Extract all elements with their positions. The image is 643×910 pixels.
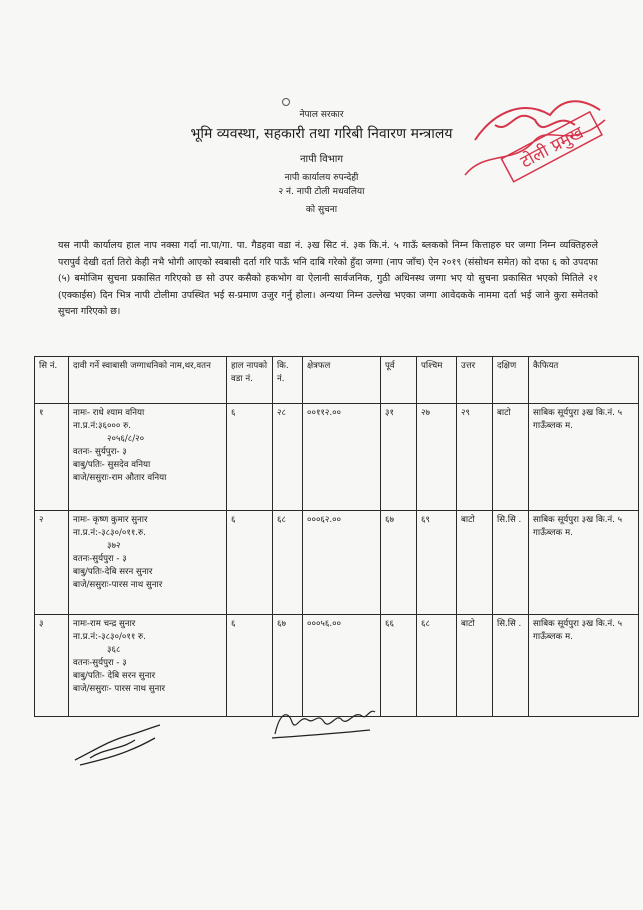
claimant-grandfather: बाजे/ससुराः- पारस नाथ सुनार (73, 684, 166, 694)
claimant-citizenship-number: ३७२ (107, 541, 121, 551)
official-stamp-signature (455, 80, 615, 190)
cell-remarks: साबिक सूर्यपुरा ३ख कि.नं. ५ गाऊँब्लक म. (529, 511, 639, 615)
cell-ward: ६ (227, 404, 273, 511)
cell-area: ०००६२.०० (303, 511, 381, 615)
cell-area: ००११२.०० (303, 404, 381, 511)
claimant-name: नामः-राम चन्द्र सुनार (73, 619, 136, 629)
claimant-father: बाबु/पतिः-देबि सरन सुनार (73, 567, 153, 577)
col-header-remarks: कैफियत (529, 357, 639, 404)
col-header-claimant: दावी गर्ने स्वाबासी जग्गाधनिको नाम,थर,वतन (69, 357, 227, 404)
table-row (35, 404, 639, 511)
claimant-address: वतनः-सुर्यपुरा - ३ (73, 658, 127, 668)
notice-title: को सुचना (305, 205, 338, 215)
header-ministry: भूमि व्यवस्था, सहकारी तथा गरिबी निवारण मन्त्रालय (190, 126, 453, 142)
cell-remarks: साबिक सूर्यपुरा ३ख कि.नं. ५ गाऊँब्लक म. (529, 404, 639, 511)
header-department: नापी विभाग (300, 154, 343, 165)
cell-claimant (69, 404, 227, 511)
cell-sn: २ (35, 511, 69, 615)
cell-south: सि.सि . (493, 511, 529, 615)
cell-east: ६६ (381, 615, 417, 717)
cell-south: बाटो (493, 404, 529, 511)
cell-north: बाटो (457, 615, 493, 717)
cell-kitta: ६७ (273, 615, 303, 717)
notice-body: यस नापी कार्यालय हाल नाप नक्सा गर्दा ना.पा/गा. पा. गैडहवा वडा नं. ३ख सिट नं. ३क कि.नं. ५ गाऊँ ब्लकको निम्न कित्ताहरु घर जग्गा निम्न व्यक्तिहरुले परापुर्व देखी दर्ता तिरो केही नभै भोगी आएको स्वबासी दर्ता गरि पाऊँ भनि दाबि गरेको हुँदा जग्गा (नाप जाँच) ऐन २०१९ (संसोधन समेत) को दफा ६ को उपदफा (५) बमोजिम सुचना प्रकासित गरिएको छ सो उपर कसैको हकभोग वा ऐलानी सार्वजनिक, गुठी अधिनस्थ जग्गा भए यो सुचना प्रकासित भएको मितिले २१ (एक्काईस) दिन भित्र नापी टोलीमा उपस्थित भई स-प्रमाण उजुर गर्नु होला। अन्यथा निम्न उल्लेख भएका जग्गा आवेदकके नाममा दर्ता भई जाने कुरा समेतको सुचना गरिएको छ। (58, 240, 598, 317)
svg-text:टोली प्रमुख: टोली प्रमुख (517, 122, 587, 173)
cell-claimant (69, 615, 227, 717)
claimant-name: नामः- राधे श्याम वनिया (73, 408, 145, 418)
claimant-address: वतनः-सुर्यपुरा - ३ (73, 554, 127, 564)
col-header-kitta: कि. नं. (273, 357, 303, 404)
cell-north: बाटो (457, 511, 493, 615)
claimant-citizenship: ना.प्र.नं:-३८३०/०११.रु. (73, 528, 146, 538)
cell-area: ०००५६.०० (303, 615, 381, 717)
col-header-north: उत्तर (457, 357, 493, 404)
claimant-father: बाबु/पतिः- सुसदेव वनिया (73, 460, 151, 470)
cell-remarks: साबिक सूर्यपुरा ३ख कि.नं. ५ गाऊँब्लक म. (529, 615, 639, 717)
claimant-citizenship-number: ३६८ (107, 645, 121, 655)
cell-west: २७ (417, 404, 457, 511)
header-team: २ नं. नापी टोली मधवलिया (278, 187, 365, 197)
claimant-grandfather: बाजे/ससुराः-राम औतार वनिया (73, 473, 167, 483)
claimant-citizenship-date: २०५६/८/२० (107, 434, 145, 444)
header-government: नेपाल सरकार (299, 110, 344, 120)
cell-east: ३१ (381, 404, 417, 511)
col-header-ward: हाल नापको वडा नं. (227, 357, 273, 404)
cell-sn: ३ (35, 615, 69, 717)
cell-ward: ६ (227, 615, 273, 717)
claimant-address: वतनः- सुर्यपुरा- ३ (73, 447, 127, 457)
claims-table (34, 356, 639, 717)
signature-center (270, 702, 380, 742)
table-header-row (35, 357, 639, 404)
claimant-citizenship: ना.प्र.नं:३६००० रु. (73, 421, 131, 431)
claimant-grandfather: बाजे/ससुराः-पारस नाथ सुनार (73, 580, 163, 590)
col-header-west: पश्चिम (417, 357, 457, 404)
table-row (35, 511, 639, 615)
cell-kitta: २८ (273, 404, 303, 511)
col-header-east: पूर्व (381, 357, 417, 404)
cell-sn: १ (35, 404, 69, 511)
col-header-area: क्षेत्रफल (303, 357, 381, 404)
cell-west: ६८ (417, 615, 457, 717)
cell-north: २९ (457, 404, 493, 511)
col-header-sn: सि नं. (35, 357, 69, 404)
cell-ward: ६ (227, 511, 273, 615)
nepal-emblem-icon (280, 97, 292, 107)
cell-kitta: ६८ (273, 511, 303, 615)
claimant-name: नामः- कृष्ण कुमार सुनार (73, 515, 148, 525)
cell-west: ६९ (417, 511, 457, 615)
header-office: नापी कार्यालय रुपन्देही (284, 173, 359, 183)
claimant-father: बाबु/पतिः- देबि सरन सुनार (73, 671, 156, 681)
claimant-citizenship: ना.प्र.नं:-३८३०/०११ रु. (73, 632, 146, 642)
cell-south: सि.सि . (493, 615, 529, 717)
cell-claimant (69, 511, 227, 615)
signature-left (70, 720, 170, 770)
cell-east: ६७ (381, 511, 417, 615)
col-header-south: दक्षिण (493, 357, 529, 404)
